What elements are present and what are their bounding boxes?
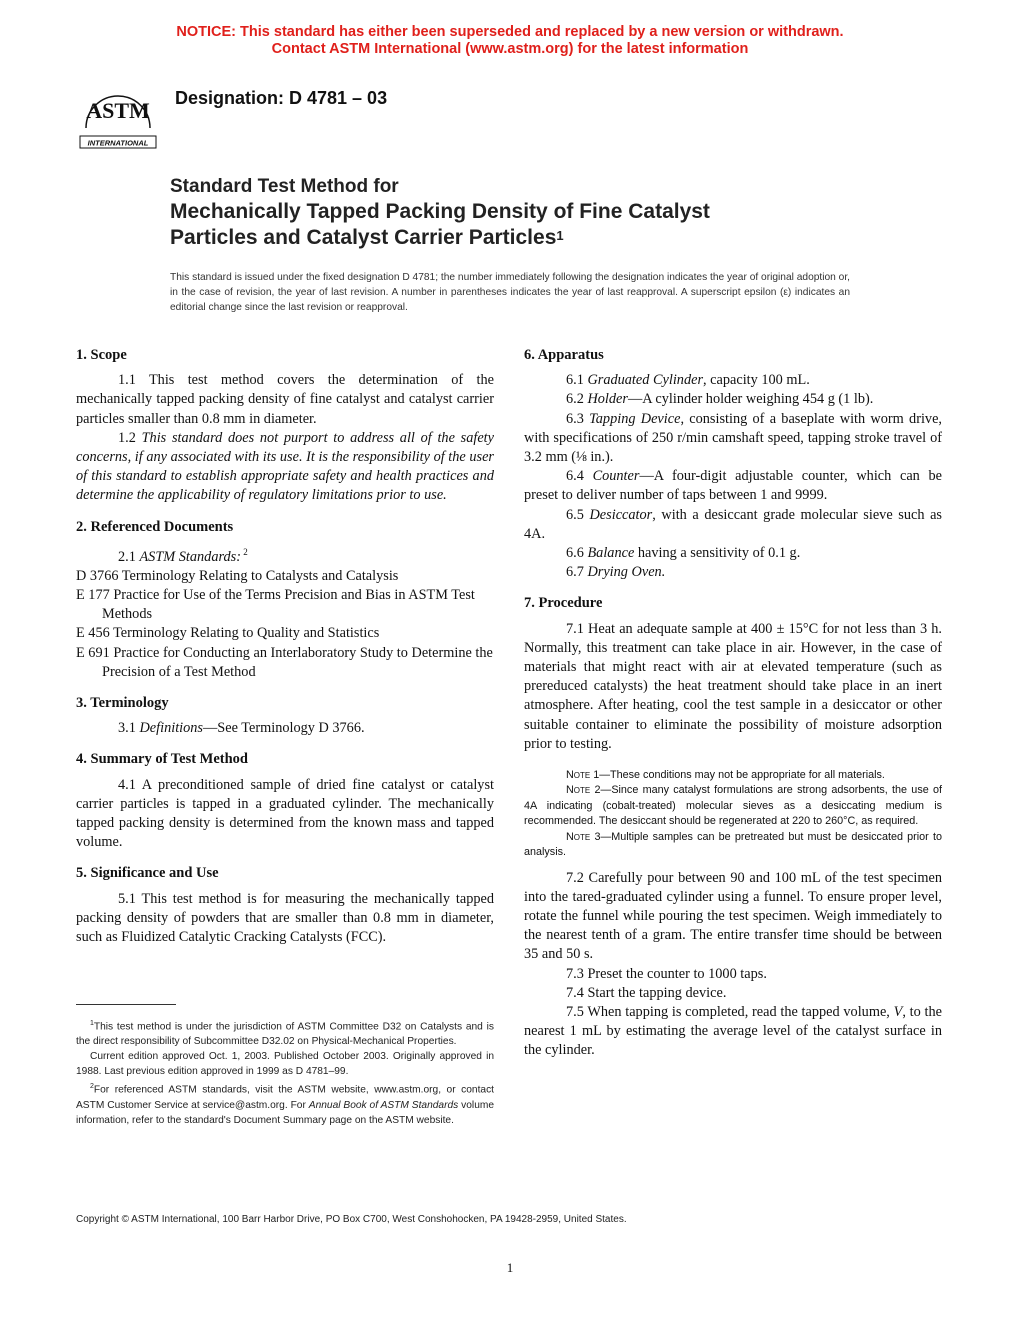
title-line-2: Mechanically Tapped Packing Density of Fine Catalyst — [170, 200, 710, 223]
notice-line-2: Contact ASTM International (www.astm.org) for the latest information — [271, 41, 749, 57]
para-6-3: 6.3 Tapping Device, consisting of a baseplate with worm drive, with specifications of 250 r/min camshaft speed, tapping stroke travel of 3.2 mm (⅛ in.). — [524, 410, 942, 466]
right-column — [524, 346, 942, 1061]
para-6-2: 6.2 Holder—A cylinder holder weighing 454 g (1 lb). — [566, 391, 874, 408]
para-6-6: 6.6 Balance having a sensitivity of 0.1 g. — [566, 545, 801, 562]
logo-subtitle: INTERNATIONAL — [87, 138, 149, 148]
para-6-5: 6.5 Desiccator, with a desiccant grade molecular sieve such as 4A. — [524, 506, 942, 542]
para-1-2: 1.2 This standard does not purport to address all of the safety concerns, if any associated with its use. It is the responsibility of the user of this standard to establish appropriate safety and health practices and determine the applicability of regulatory limitations prior to use. — [76, 429, 494, 504]
designation: Designation: D 4781 – 03 — [175, 88, 388, 108]
footnote-1: $^1$This test method is under the jurisdiction of ASTM Committee D32 on Catalysts and is the direct responsibility of Subcommittee D32.02 on Physical-Mechanical Properties. — [76, 1020, 494, 1048]
note-3: Note 3—Multiple samples can be pretreated but must be desiccated prior to analysis. — [524, 830, 942, 859]
copyright-line: Copyright © ASTM International, 100 Barr Harbor Drive, PO Box C700, West Conshohocken, PA 19428-2959, United States. — [76, 1214, 627, 1225]
title-line-3: Particles and Catalyst Carrier Particles — [170, 226, 557, 249]
para-1-1: 1.1 This test method covers the determination of the mechanically tapped packing density of fine catalyst and catalyst carrier particles smaller than 0.8 mm in diameter. — [76, 372, 494, 427]
para-6-4: 6.4 Counter—A four-digit adjustable counter, which can be preset to deliver number of taps between 1 and 9999. — [524, 468, 942, 504]
para-6-1: 6.1 Graduated Cylinder, capacity 100 mL. — [566, 372, 810, 389]
section-7-heading: 7. Procedure — [524, 595, 603, 612]
para-7-2: 7.2 Carefully pour between 90 and 100 mL of the test specimen into the tared-graduated cylinder using a funnel. To ensure proper level, rotate the funnel while pouring the test specimen. Weigh immediately to the nearest tenth of a gram. The entire transfer time should be between 35 and 50 s. — [524, 869, 942, 963]
para-2-1: 2.1 ASTM Standards: $^2$ — [118, 546, 248, 565]
note-1: Note 1—These conditions may not be appropriate for all materials. — [566, 769, 885, 782]
section-6-heading: 6. Apparatus — [524, 347, 604, 363]
title-line-1: Standard Test Method for — [170, 176, 399, 197]
section-4-heading: 4. Summary of Test Method — [76, 751, 248, 768]
ref-e691: E 691 Practice for Conducting an Interlaboratory Study to Determine the Precision of a Test Method — [76, 644, 493, 680]
para-4-1: 4.1 A preconditioned sample of dried fine catalyst or catalyst carrier particles is tapped in a graduated cylinder. The mechanically tapped packing density is determined from the known mass and tapped volume. — [76, 776, 494, 851]
section-1-heading: 1. Scope — [76, 347, 127, 363]
footnote-2: $^2$For referenced ASTM standards, visit the ASTM website, www.astm.org, or contact ASTM Customer Service at service@astm.org. For Annual Book of ASTM Standards volume information, refer to the standard's Document Summary page on the ASTM website. — [76, 1083, 495, 1126]
ref-e177: E 177 Practice for Use of the Terms Precision and Bias in ASTM Test Methods — [76, 587, 475, 623]
astm-logo-icon — [76, 78, 160, 152]
para-7-4: 7.4 Start the tapping device. — [566, 984, 727, 1001]
para-5-1: 5.1 This test method is for measuring the mechanically tapped packing density of powders that are smaller than 0.8 mm in diameter, such as Fluidized Catalytic Cracking Catalysts (FCC). — [76, 890, 494, 946]
left-column — [76, 346, 494, 947]
section-3-heading: 3. Terminology — [76, 695, 169, 712]
para-7-5: 7.5 When tapping is completed, read the tapped volume, V, to the nearest 1 mL by estimating the average level of the catalyst surface in the cylinder. — [524, 1003, 943, 1059]
footnote-1-edition: Current edition approved Oct. 1, 2003. Published October 2003. Originally approved in 1988. Last previous edition approved in 1999 as D 4781–99. — [76, 1051, 494, 1078]
notice-line-1: NOTICE: This standard has either been superseded and replaced by a new version or withdrawn. — [176, 24, 844, 40]
title-footnote-ref: 1 — [556, 228, 564, 243]
document-title — [170, 175, 890, 251]
logo-letters: ASTM — [86, 98, 150, 123]
para-7-3: 7.3 Preset the counter to 1000 taps. — [566, 965, 767, 982]
para-7-1: 7.1 Heat an adequate sample at 400 ± 15°C for not less than 3 h. Normally, this treatment can take place in air. However, in the case of materials that might react with air at elevated temperature (such as prereduced catalysts) the heat treatment should take place in an inert atmosphere. After heating, cool the test sample in a desiccator or other suitable container to eliminate the possibility of moisture adsorption prior to testing. — [524, 620, 942, 752]
footnotes — [76, 1016, 494, 1128]
issued-note: This standard is issued under the fixed designation D 4781; the number immediately following the designation indicates the year of original adoption or, in the case of revision, the year of last revision. A number in parentheses indicates the year of last reapproval. A superscript epsilon (ε) indicates an editorial change since the last revision or reapproval. — [170, 272, 850, 313]
withdrawal-notice — [0, 24, 1020, 58]
note-2: Note 2—Since many catalyst formulations are strong adsorbents, the use of 4A indicating (cobalt-treated) molecular sieves as a desiccating medium is recommended. The desiccant should be regenerated at 220 to 260°C, as required. — [524, 784, 942, 828]
para-3-1: 3.1 Definitions—See Terminology D 3766. — [118, 720, 365, 737]
ref-d3766: D 3766 Terminology Relating to Catalysts and Catalysis — [76, 567, 399, 584]
section-5-heading: 5. Significance and Use — [76, 865, 219, 882]
section-2-heading: 2. Referenced Documents — [76, 518, 234, 535]
page-number: 1 — [506, 1260, 514, 1275]
ref-e456: E 456 Terminology Relating to Quality and Statistics — [76, 625, 380, 642]
footnote-rule — [76, 1004, 176, 1005]
para-6-7: 6.7 Drying Oven. — [566, 564, 666, 581]
